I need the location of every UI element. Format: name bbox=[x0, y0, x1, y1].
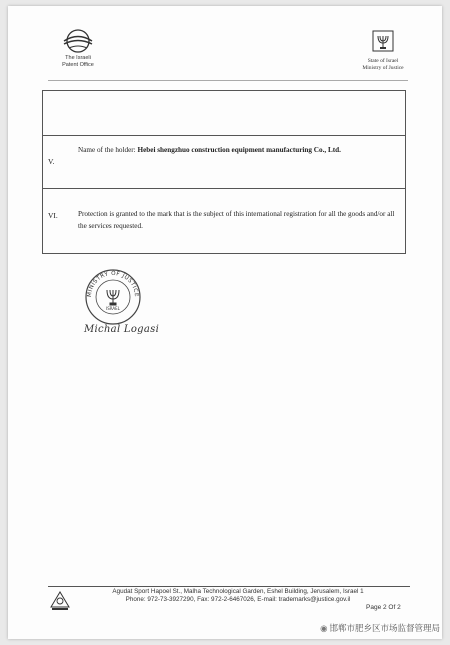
patent-office-emblem-icon bbox=[61, 28, 95, 54]
document-page bbox=[8, 6, 442, 639]
ministry-caption-1: State of Israel bbox=[367, 58, 399, 64]
footer-address bbox=[78, 588, 398, 604]
signature: Michal Logasi bbox=[84, 324, 160, 335]
seal-bottom-text: ISRAEL bbox=[106, 306, 120, 311]
ministry-seal bbox=[82, 268, 144, 326]
protection-text: Protection is granted to the mark that is the subject of this international registration for all the goods and/or all the services requested. bbox=[78, 210, 395, 230]
table-row-holder bbox=[43, 136, 405, 189]
page-number: Page 2 Of 2 bbox=[366, 604, 401, 611]
ministry-caption-2: Ministry of Justice bbox=[362, 65, 404, 71]
header-divider bbox=[48, 80, 408, 81]
footer-contact-line: Phone: 972-73-3927290, Fax: 972-2-6467026, E-mail: trademarks@justice.gov.il bbox=[125, 596, 351, 603]
watermark-text: 邯郸市肥乡区市场监督管理局 bbox=[329, 624, 440, 634]
watermark bbox=[300, 622, 440, 634]
row-number: VI. bbox=[48, 211, 58, 220]
row-number: V. bbox=[48, 157, 55, 166]
patent-office-caption-2: Patent Office bbox=[62, 62, 94, 68]
patent-office-caption-1: The Israeli bbox=[65, 55, 91, 61]
footer-divider bbox=[48, 586, 410, 587]
table-row-empty bbox=[43, 91, 405, 136]
menorah-emblem-icon bbox=[371, 30, 395, 52]
registration-table bbox=[42, 90, 406, 254]
table-row-protection bbox=[43, 189, 405, 253]
menorah-icon bbox=[107, 290, 119, 305]
wechat-icon: ◉ bbox=[320, 624, 328, 634]
holder-label: Name of the holder: bbox=[78, 146, 138, 154]
footer-emblem-icon bbox=[48, 589, 72, 611]
seal-top-text: MINISTRY OF JUSTICE bbox=[86, 270, 140, 298]
footer-address-line: Agudat Sport Hapoel St., Malha Technological Garden, Eshel Building, Jerusalem, Israel 1 bbox=[112, 588, 364, 595]
holder-text bbox=[78, 144, 395, 156]
ministry-of-justice-logo bbox=[358, 30, 408, 71]
patent-office-logo bbox=[48, 28, 108, 68]
holder-name: Hebei shengzhuo construction equipment manufacturing Co., Ltd. bbox=[137, 146, 341, 154]
